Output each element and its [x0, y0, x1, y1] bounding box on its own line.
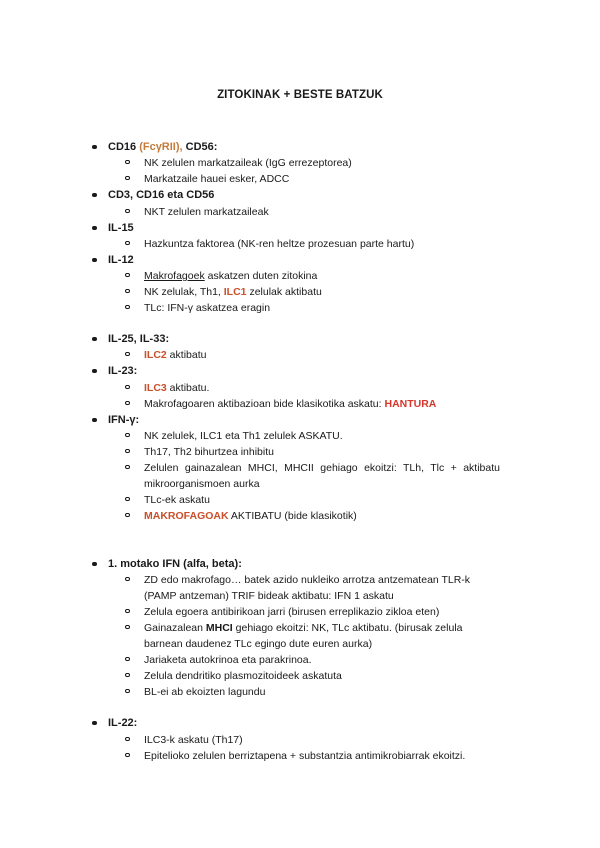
- list-item: Makrofagoaren aktibazioan bide klasikotika askatu: HANTURA: [128, 396, 500, 412]
- list-item: MAKROFAGOAK AKTIBATU (bide klasikotik): [128, 508, 500, 524]
- list-item: Epitelioko zelulen berriztapena + substantzia antimikrobiarrak ekoitzi.: [128, 748, 500, 764]
- list-item: NK zelulek, ILC1 eta Th1 zelulek ASKATU.: [128, 428, 500, 444]
- list-item: Zelula egoera antibirikoan jarri (birusen erreplikazio zikloa eten): [128, 604, 500, 620]
- list-item: ILC2 aktibatu: [128, 347, 500, 363]
- list-item: Gainazalean MHCI gehiago ekoitzi: NK, TLc aktibatu. (birusak zelula barnean daudenez TLc egingo dute euren aurka): [128, 620, 500, 652]
- list-item: ILC3-k askatu (Th17): [128, 732, 500, 748]
- list-item: Hazkuntza faktorea (NK-ren heltze prozesuan parte hartu): [128, 236, 500, 252]
- list-item: BL-ei ab ekoizten lagundu: [128, 684, 500, 700]
- list-item: ILC3 aktibatu.: [128, 380, 500, 396]
- list-item: Zelulen gainazalean MHCI, MHCII gehiago ekoitzi: TLh, Tlc + aktibatu mikroorganismoen aurka: [128, 460, 500, 492]
- list-item: TLc-ek askatu: [128, 492, 500, 508]
- list-item: TLc: IFN-γ askatzea eragin: [128, 300, 500, 316]
- list-item: Zelula dendritiko plasmozitoideek askatuta: [128, 668, 500, 684]
- list-item: NK zelulen markatzaileak (IgG errezeptorea): [128, 155, 500, 171]
- document-page: ZITOKINAK + BESTE BATZUK CD16 (FcγRII), CD56: NK zelulen markatzaileak (IgG errezeptorea) Markatzaile hauei esker, ADCC CD3, CD16 eta CD56 NKT zelulen markatzaileak IL-15 Hazkuntza faktorea (NK-ren heltze prozesuan parte hartu) IL-12 Makrofagoek askatzen duten zitokina NK zelulak, Th1, ILC1 zelulak aktibatu TLc: IFN-γ askatzea eragin IL-25, IL-33: ILC2 aktibatu IL-23: ILC3 aktibatu. Makrofagoaren aktibazioan bide klasikotika askatu: HANTURA IFN-γ: NK zelulek, ILC1 eta Th1 zelulek ASKATU. Th17, Th2 bihurtzea inhibitu Zelulen gainazalean MHCI, MHCII gehiago ekoitzi: TLh, Tlc + aktibatu mikroorganismoen aurka TLc-ek askatu MAKROFAGOAK AKTIBATU (bide klasikotik) 1. motako IFN (alfa, beta): ZD edo makrofago… batek azido nukleiko arrotza antzematean TLR-k (PAMP antzeman) TRIF bideak aktibatu: IFN 1 askatu Zelula egoera antibirikoan jarri (birusen erreplikazio zikloa eten) Gainazalean MHCI gehiago ekoitzi: NK, TLc aktibatu. (birusak zelula barnean daudenez TLc egingo dute euren aurka) Jariaketa autokrinoa eta parakrinoa. Zelula dendritiko plasmozitoideek askatuta BL-ei ab ekoizten lagundu IL-22: ILC3-k askatu (Th17) Epitelioko zelulen berriztapena + substantzia antimikrobiarrak ekoitzi.: [0, 0, 600, 848]
- page-title: ZITOKINAK + BESTE BATZUK: [217, 89, 383, 101]
- list-item: Th17, Th2 bihurtzea inhibitu: [128, 444, 500, 460]
- list-item: ZD edo makrofago… batek azido nukleiko arrotza antzematean TLR-k (PAMP antzeman) TRIF bideak aktibatu: IFN 1 askatu: [128, 572, 500, 604]
- list-item: NKT zelulen markatzaileak: [128, 204, 500, 220]
- list-item: Jariaketa autokrinoa eta parakrinoa.: [128, 652, 500, 668]
- list-item: Markatzaile hauei esker, ADCC: [128, 171, 500, 187]
- fcgrii-highlight: (FcγRII),: [139, 141, 183, 153]
- list-item: NK zelulak, Th1, ILC1 zelulak aktibatu: [128, 284, 500, 300]
- list-item: Makrofagoek askatzen duten zitokina: [128, 268, 500, 284]
